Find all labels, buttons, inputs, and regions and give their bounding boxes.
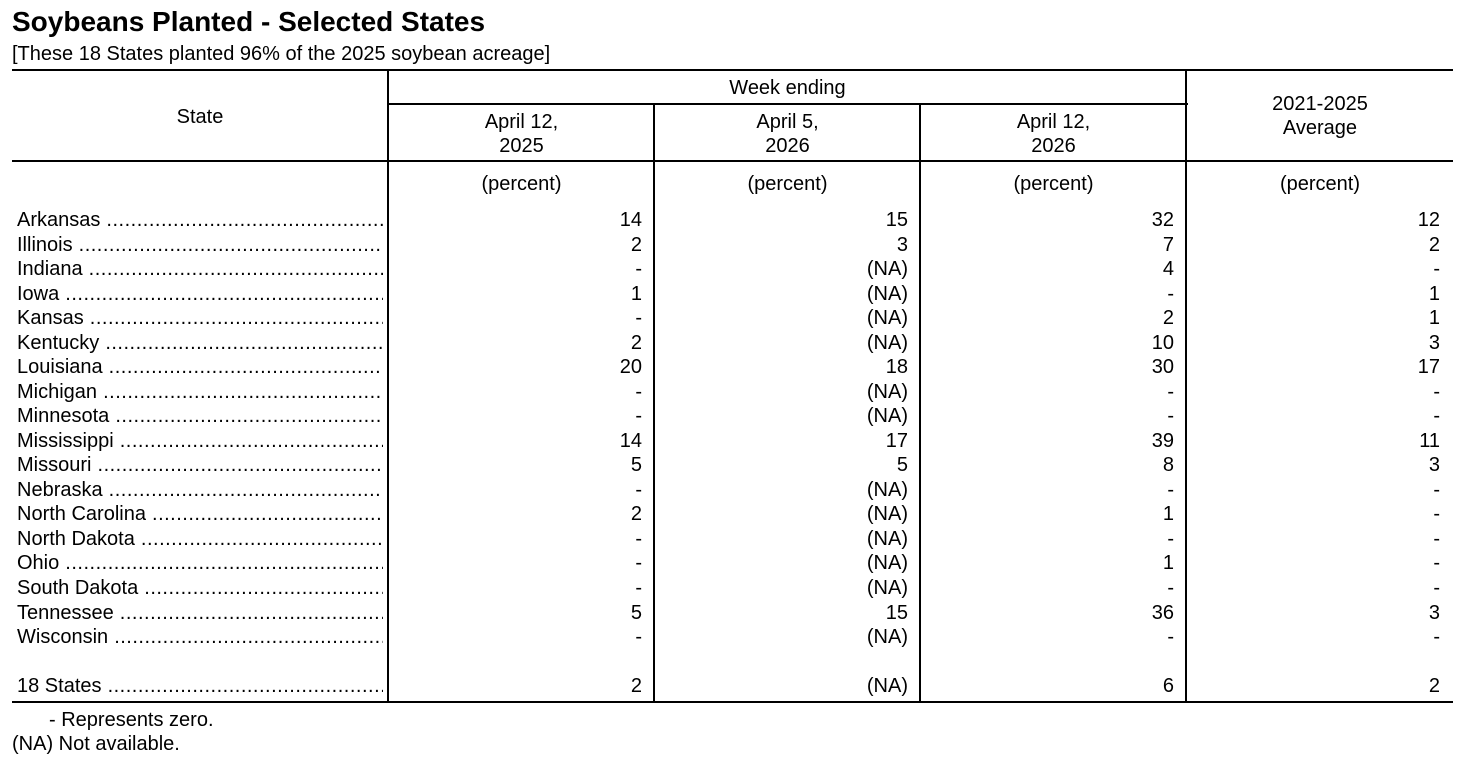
table-top-rule [12,69,1453,71]
value-april-12-2025: - [635,258,642,280]
state-name: Ohio ..... [17,551,383,575]
state-name: Michigan ..... [17,380,383,404]
value-april-12-2026: - [1167,577,1174,599]
value-april-12-2025: 5 [630,602,642,624]
unit-label-col2: (percent) [747,173,828,195]
table-row [0,478,1460,502]
footnote-zero: - Represents zero. [49,709,214,731]
total-april-12-2026: 6 [1162,675,1174,697]
value-april-5-2026: 3 [896,234,908,256]
state-name: Wisconsin ..... [17,625,383,649]
table-row [0,527,1460,551]
total-label: 18 States ..... [17,674,383,698]
state-name: Minnesota ..... [17,404,383,428]
value-april-5-2026: (NA) [866,626,908,648]
week-ending-rule [389,103,1188,105]
value-april-12-2026: 1 [1162,552,1174,574]
value-april-12-2026: 4 [1162,258,1174,280]
value-april-5-2026: (NA) [866,479,908,501]
value-april-12-2026: 39 [1151,430,1174,452]
value-april-12-2026: 32 [1151,209,1174,231]
table-row [0,380,1460,404]
value-april-12-2025: - [635,307,642,329]
table-total-row [0,674,1460,698]
column-header-average: 2021-2025 Average [1272,93,1368,139]
footnotes [12,708,214,756]
value-april-12-2025: 1 [630,283,642,305]
column-header-april-12-2025: April 12, 2025 [484,111,559,157]
value-april-5-2026: (NA) [866,307,908,329]
value-average: 17 [1417,356,1440,378]
value-april-5-2026: (NA) [866,552,908,574]
state-name: Kansas ..... [17,306,383,330]
state-name: North Carolina ..... [17,502,383,526]
value-april-12-2026: 7 [1162,234,1174,256]
value-average: - [1433,528,1440,550]
value-average: - [1433,405,1440,427]
value-april-12-2026: - [1167,405,1174,427]
value-april-12-2025: 14 [619,209,642,231]
value-april-5-2026: (NA) [866,283,908,305]
table-row [0,233,1460,257]
unit-label-col3: (percent) [1013,173,1094,195]
value-april-12-2025: 2 [630,332,642,354]
column-header-april-12-2026: April 12, 2026 [1016,111,1091,157]
value-average: 3 [1428,454,1440,476]
state-name: Indiana ..... [17,257,383,281]
report-subtitle: [These 18 States planted 96% of the 2025 soybean acreage] [12,43,551,65]
value-april-12-2026: - [1167,381,1174,403]
table-row [0,576,1460,600]
table-row [0,601,1460,625]
value-average: 3 [1428,602,1440,624]
total-april-5-2026: (NA) [866,675,908,697]
value-april-12-2025: - [635,381,642,403]
value-april-5-2026: (NA) [866,258,908,280]
value-average: 12 [1417,209,1440,231]
value-april-5-2026: 18 [885,356,908,378]
value-average: 3 [1428,332,1440,354]
state-name: Missouri ..... [17,453,383,477]
table-row [0,282,1460,306]
value-april-12-2026: 8 [1162,454,1174,476]
value-april-5-2026: 17 [885,430,908,452]
table-row [0,257,1460,281]
table-row [0,355,1460,379]
table-row [0,306,1460,330]
value-april-12-2025: 20 [619,356,642,378]
value-april-12-2025: - [635,577,642,599]
state-name: Arkansas ..... [17,208,383,232]
value-average: 1 [1428,283,1440,305]
table-row [0,625,1460,649]
state-name: Iowa ..... [17,282,383,306]
value-april-12-2026: 36 [1151,602,1174,624]
week-ending-header: Week ending [729,77,846,99]
value-average: - [1433,626,1440,648]
value-april-12-2026: - [1167,528,1174,550]
value-april-12-2025: - [635,626,642,648]
value-april-5-2026: (NA) [866,577,908,599]
state-name: Tennessee ..... [17,601,383,625]
state-name: South Dakota ..... [17,576,383,600]
state-name: Mississippi ..... [17,429,383,453]
state-name: Illinois ..... [17,233,383,257]
value-april-5-2026: (NA) [866,528,908,550]
value-april-5-2026: 15 [885,602,908,624]
value-april-5-2026: (NA) [866,405,908,427]
value-average: - [1433,577,1440,599]
value-april-12-2025: 2 [630,234,642,256]
value-april-12-2026: 2 [1162,307,1174,329]
value-average: - [1433,479,1440,501]
table-row [0,453,1460,477]
value-april-5-2026: (NA) [866,503,908,525]
value-april-5-2026: 15 [885,209,908,231]
value-april-12-2026: 10 [1151,332,1174,354]
value-april-5-2026: (NA) [866,381,908,403]
state-name: Nebraska ..... [17,478,383,502]
value-average: 11 [1419,430,1440,452]
value-april-5-2026: (NA) [866,332,908,354]
total-april-12-2025: 2 [630,675,642,697]
state-name: Louisiana ..... [17,355,383,379]
value-april-12-2025: 5 [630,454,642,476]
value-april-12-2026: 1 [1162,503,1174,525]
header-bottom-rule [12,160,1453,162]
value-april-12-2025: - [635,528,642,550]
value-april-5-2026: 5 [896,454,908,476]
value-april-12-2025: - [635,405,642,427]
value-average: - [1433,552,1440,574]
value-average: 2 [1428,234,1440,256]
table-row [0,551,1460,575]
table-row [0,331,1460,355]
value-average: - [1433,503,1440,525]
value-april-12-2026: - [1167,479,1174,501]
table-row [0,404,1460,428]
value-april-12-2026: - [1167,626,1174,648]
table-row [0,429,1460,453]
value-april-12-2025: 14 [619,430,642,452]
unit-label-col4: (percent) [1279,173,1361,195]
column-header-april-5-2026: April 5, 2026 [756,111,819,157]
report-title: Soybeans Planted - Selected States [12,6,486,37]
footnote-not-available: (NA) Not available. [12,733,180,755]
value-april-12-2025: - [635,479,642,501]
total-average: 2 [1428,675,1440,697]
state-name: North Dakota ..... [17,527,383,551]
value-april-12-2025: - [635,552,642,574]
value-april-12-2025: 2 [630,503,642,525]
table-row [0,502,1460,526]
value-april-12-2026: 30 [1151,356,1174,378]
value-average: - [1433,258,1440,280]
value-april-12-2026: - [1167,283,1174,305]
table-row [0,208,1460,232]
state-name: Kentucky ..... [17,331,383,355]
value-average: - [1433,381,1440,403]
table-bottom-rule [12,701,1453,703]
unit-label-col1: (percent) [481,173,562,195]
state-column-header: State [176,106,224,128]
value-average: 1 [1428,307,1440,329]
